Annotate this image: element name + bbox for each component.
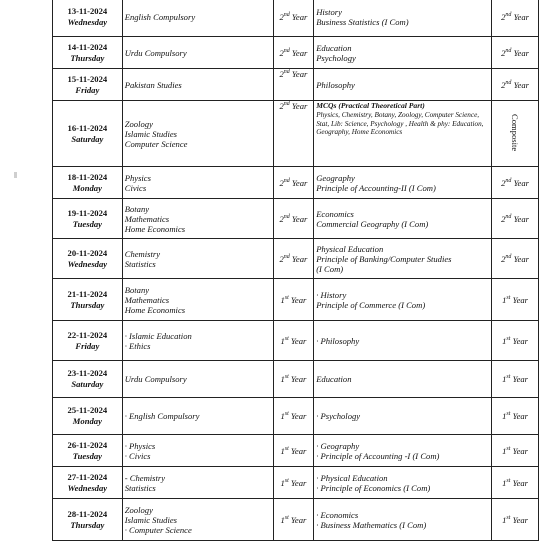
year-number: 1 bbox=[280, 514, 285, 525]
subjects-cell bbox=[122, 499, 273, 541]
exam-date: 13-11-2024 bbox=[67, 5, 108, 16]
year-number: 2 bbox=[279, 69, 284, 79]
year-word: Year bbox=[290, 374, 307, 384]
schedule-row bbox=[53, 361, 539, 398]
mcq-title: MCQs (Practical Theoretical Part) bbox=[316, 101, 425, 110]
exam-date: 20-11-2024 bbox=[67, 247, 108, 258]
date-cell bbox=[53, 101, 123, 167]
year-number-2: 1 bbox=[502, 294, 507, 305]
year-word-2: Year bbox=[513, 11, 530, 22]
date-cell bbox=[53, 167, 123, 199]
subject-name-2: · Economics bbox=[316, 509, 359, 520]
exam-schedule-table bbox=[52, 0, 539, 541]
year-word: Year bbox=[290, 514, 307, 525]
exam-day: Tuesday bbox=[72, 450, 102, 461]
date-cell bbox=[53, 199, 123, 239]
year-cell-2 bbox=[492, 167, 539, 199]
subject-name-2: Psychology bbox=[316, 52, 356, 63]
subject-name-2: Philosophy bbox=[316, 79, 355, 90]
date-cell bbox=[53, 279, 123, 321]
subject-name-2: · Principle of Economics (I Com) bbox=[316, 482, 431, 493]
year-cell-2 bbox=[492, 0, 539, 37]
subject-name: Computer Science bbox=[124, 138, 188, 149]
year-cell-2 bbox=[492, 467, 539, 499]
exam-day: Thursday bbox=[70, 52, 105, 63]
year-suffix-2: st bbox=[506, 294, 511, 301]
year-word: Year bbox=[291, 47, 308, 58]
exam-date: 25-11-2024 bbox=[67, 405, 108, 415]
subject-name: Statistics bbox=[124, 258, 156, 269]
year-number: 1 bbox=[280, 445, 285, 456]
subject-name-2: Education bbox=[316, 42, 352, 53]
subject-name: · Physics bbox=[124, 440, 156, 451]
year-number: 1 bbox=[280, 374, 285, 384]
subjects-cell-2 bbox=[314, 321, 492, 361]
year-cell bbox=[273, 199, 314, 239]
subject-name: Botany bbox=[124, 203, 150, 214]
year-cell-2 bbox=[492, 321, 539, 361]
subjects-cell-2 bbox=[314, 361, 492, 398]
exam-date: 19-11-2024 bbox=[67, 207, 108, 218]
year-suffix: st bbox=[284, 294, 289, 301]
exam-day: Thursday bbox=[70, 519, 105, 530]
subject-name-2: · Business Mathematics (I Com) bbox=[316, 519, 427, 530]
date-cell bbox=[53, 69, 123, 101]
year-number: 1 bbox=[280, 411, 285, 421]
subjects-cell bbox=[122, 435, 273, 467]
date-cell bbox=[53, 37, 123, 69]
year-word: Year bbox=[291, 11, 308, 22]
year-word-2: Year bbox=[512, 445, 529, 456]
year-cell bbox=[273, 167, 314, 199]
date-cell bbox=[53, 361, 123, 398]
year-number: 1 bbox=[280, 335, 285, 346]
schedule-row bbox=[53, 239, 539, 279]
year-suffix-2: nd bbox=[505, 253, 512, 260]
year-word-2: Year bbox=[513, 47, 530, 58]
exam-date: 14-11-2024 bbox=[67, 41, 108, 52]
subject-name: Islamic Studies bbox=[124, 128, 177, 139]
year-cell bbox=[273, 239, 314, 279]
year-cell bbox=[273, 37, 314, 69]
year-word-2: Year bbox=[513, 213, 530, 224]
year-suffix-2: nd bbox=[505, 177, 512, 184]
year-suffix-2: st bbox=[506, 374, 511, 381]
year-number-2: 1 bbox=[502, 374, 507, 384]
exam-date: 26-11-2024 bbox=[67, 439, 108, 450]
subject-name: Botany bbox=[124, 284, 150, 295]
year-suffix-2: st bbox=[506, 477, 511, 484]
exam-day: Saturday bbox=[71, 379, 104, 389]
subjects-cell-2 bbox=[314, 37, 492, 69]
year-suffix-2: nd bbox=[505, 79, 512, 86]
subjects-cell-2 bbox=[314, 167, 492, 199]
year-suffix: nd bbox=[283, 101, 290, 108]
schedule-row bbox=[53, 321, 539, 361]
subject-name-2: Geography bbox=[316, 172, 355, 183]
composite-label: Composite bbox=[510, 113, 521, 152]
year-cell-2 bbox=[492, 69, 539, 101]
exam-date: 27-11-2024 bbox=[67, 471, 108, 482]
subjects-cell bbox=[122, 361, 273, 398]
exam-date: 21-11-2024 bbox=[67, 288, 108, 299]
subject-name: Mathematics bbox=[124, 213, 170, 224]
year-number-2: 1 bbox=[502, 514, 507, 525]
subject-name: Civics bbox=[124, 182, 147, 193]
scan-mark bbox=[14, 172, 17, 178]
year-suffix: nd bbox=[283, 47, 290, 54]
subject-name: Urdu Compulsory bbox=[124, 47, 187, 58]
subjects-cell-2 bbox=[314, 398, 492, 435]
date-cell bbox=[53, 321, 123, 361]
year-cell bbox=[273, 435, 314, 467]
year-word-2: Year bbox=[512, 335, 529, 346]
subject-name-2: · Principle of Accounting -I (I Com) bbox=[316, 450, 440, 461]
exam-day: Friday bbox=[75, 84, 100, 95]
subject-name: Zoology bbox=[124, 118, 153, 129]
subject-name: · Civics bbox=[124, 450, 151, 461]
exam-day: Thursday bbox=[70, 299, 105, 310]
year-number: 2 bbox=[279, 101, 284, 111]
subject-name-2: Physical Education bbox=[316, 243, 384, 254]
subjects-cell bbox=[122, 239, 273, 279]
subject-name: Urdu Compulsory bbox=[124, 374, 187, 384]
schedule-row bbox=[53, 435, 539, 467]
year-cell bbox=[273, 101, 314, 167]
year-number: 2 bbox=[279, 213, 284, 224]
exam-date: 28-11-2024 bbox=[67, 508, 108, 519]
year-number-2: 1 bbox=[502, 445, 507, 456]
subjects-cell bbox=[122, 69, 273, 101]
subject-name: Islamic Studies bbox=[124, 514, 177, 525]
year-word-2: Year bbox=[512, 294, 529, 305]
subject-name: · English Compulsory bbox=[124, 411, 200, 421]
subject-name: Chemistry bbox=[124, 248, 161, 259]
year-suffix-2: nd bbox=[505, 213, 512, 220]
exam-schedule-body bbox=[53, 0, 539, 541]
year-cell-2 bbox=[492, 37, 539, 69]
year-cell-2 bbox=[492, 398, 539, 435]
date-cell bbox=[53, 467, 123, 499]
year-cell-2 bbox=[492, 239, 539, 279]
subjects-cell bbox=[122, 167, 273, 199]
year-word-2: Year bbox=[513, 79, 530, 90]
year-cell bbox=[273, 361, 314, 398]
year-suffix-2: nd bbox=[505, 11, 512, 18]
subject-name: English Compulsory bbox=[124, 11, 196, 22]
year-number: 1 bbox=[280, 477, 285, 488]
year-cell bbox=[273, 279, 314, 321]
year-number: 2 bbox=[279, 253, 284, 264]
year-suffix-2: st bbox=[506, 411, 511, 418]
year-suffix: nd bbox=[283, 177, 290, 184]
subject-name: Physics bbox=[124, 172, 151, 183]
year-suffix-2: nd bbox=[505, 47, 512, 54]
exam-date: 18-11-2024 bbox=[67, 171, 108, 182]
year-word-2: Year bbox=[512, 514, 529, 525]
year-cell-2 bbox=[492, 361, 539, 398]
year-word: Year bbox=[291, 253, 308, 264]
year-suffix: nd bbox=[283, 213, 290, 220]
year-number: 1 bbox=[280, 294, 285, 305]
subject-name-2: · Psychology bbox=[316, 411, 361, 421]
subjects-cell bbox=[122, 279, 273, 321]
schedule-row bbox=[53, 499, 539, 541]
subject-name: - Chemistry bbox=[124, 472, 166, 483]
year-word: Year bbox=[291, 177, 308, 188]
year-word: Year bbox=[290, 294, 307, 305]
subjects-cell-2 bbox=[314, 467, 492, 499]
subject-name: · Islamic Education bbox=[124, 330, 192, 341]
schedule-row bbox=[53, 398, 539, 435]
subject-name-2: Principle of Commerce (I Com) bbox=[316, 299, 426, 310]
year-cell-2 bbox=[492, 279, 539, 321]
year-number-2: 1 bbox=[502, 477, 507, 488]
year-word-2: Year bbox=[512, 477, 529, 488]
exam-day: Tuesday bbox=[72, 218, 102, 229]
year-cell bbox=[273, 0, 314, 37]
subject-name-2: Economics bbox=[316, 208, 354, 219]
subject-name-2: · Physical Education bbox=[316, 472, 388, 483]
subject-name-2: · Philosophy bbox=[316, 335, 360, 346]
year-number-2: 2 bbox=[501, 253, 506, 264]
subjects-cell-2 bbox=[314, 435, 492, 467]
subjects-cell-2 bbox=[314, 199, 492, 239]
exam-day: Monday bbox=[72, 416, 102, 426]
year-word-2: Year bbox=[512, 411, 529, 421]
subjects-cell-2 bbox=[314, 499, 492, 541]
year-suffix: st bbox=[284, 477, 289, 484]
year-word: Year bbox=[291, 101, 308, 111]
year-suffix: st bbox=[284, 514, 289, 521]
subjects-cell-2 bbox=[314, 69, 492, 101]
date-cell bbox=[53, 398, 123, 435]
subject-name: · Computer Science bbox=[124, 524, 192, 535]
year-word: Year bbox=[290, 445, 307, 456]
year-suffix: nd bbox=[283, 11, 290, 18]
date-cell bbox=[53, 239, 123, 279]
subject-name: Mathematics bbox=[124, 294, 170, 305]
subject-name-2: · Geography bbox=[316, 440, 360, 451]
year-word: Year bbox=[290, 335, 307, 346]
year-word: Year bbox=[291, 213, 308, 224]
subject-name-2: Commercial Geography (I Com) bbox=[316, 218, 429, 229]
year-suffix-2: st bbox=[506, 514, 511, 521]
subjects-cell-2 bbox=[314, 279, 492, 321]
exam-day: Wednesday bbox=[67, 16, 108, 27]
year-cell bbox=[273, 69, 314, 101]
subject-name: Home Economics bbox=[124, 304, 186, 315]
subjects-cell-2 bbox=[314, 0, 492, 37]
schedule-row bbox=[53, 199, 539, 239]
subject-name-2: Principle of Banking/Computer Studies bbox=[316, 253, 452, 264]
date-cell bbox=[53, 435, 123, 467]
year-word: Year bbox=[290, 411, 307, 421]
year-suffix: nd bbox=[283, 69, 290, 76]
year-suffix: st bbox=[284, 374, 289, 381]
exam-day: Friday bbox=[75, 340, 100, 351]
year-cell bbox=[273, 398, 314, 435]
subjects-cell bbox=[122, 398, 273, 435]
year-number: 2 bbox=[279, 177, 284, 188]
schedule-row bbox=[53, 0, 539, 37]
subjects-cell bbox=[122, 37, 273, 69]
year-number-2: 1 bbox=[502, 411, 507, 421]
year-number-2: 1 bbox=[502, 335, 507, 346]
subject-name-2: (I Com) bbox=[316, 263, 344, 274]
subjects-cell bbox=[122, 321, 273, 361]
year-suffix: nd bbox=[283, 253, 290, 260]
subject-name-2: Principle of Accounting-II (I Com) bbox=[316, 182, 436, 193]
year-cell bbox=[273, 499, 314, 541]
year-cell-2 bbox=[492, 499, 539, 541]
subject-name-2: · History bbox=[316, 289, 347, 300]
year-suffix-2: st bbox=[506, 335, 511, 342]
exam-day: Monday bbox=[72, 182, 102, 193]
exam-date: 23-11-2024 bbox=[67, 368, 108, 378]
year-cell bbox=[273, 321, 314, 361]
schedule-row bbox=[53, 279, 539, 321]
year-number-2: 2 bbox=[501, 213, 506, 224]
subject-name: Statistics bbox=[124, 482, 156, 493]
subjects-cell bbox=[122, 199, 273, 239]
exam-date: 15-11-2024 bbox=[67, 73, 108, 84]
exam-day: Wednesday bbox=[67, 258, 108, 269]
year-suffix-2: st bbox=[506, 445, 511, 452]
year-number-2: 2 bbox=[501, 79, 506, 90]
subjects-cell-2 bbox=[314, 239, 492, 279]
year-suffix: st bbox=[284, 411, 289, 418]
schedule-row bbox=[53, 467, 539, 499]
year-number: 2 bbox=[279, 47, 284, 58]
schedule-row bbox=[53, 101, 539, 167]
exam-day: Wednesday bbox=[67, 482, 108, 493]
schedule-row bbox=[53, 69, 539, 101]
year-cell-2 bbox=[492, 435, 539, 467]
exam-date: 16-11-2024 bbox=[67, 122, 108, 133]
year-cell-2 bbox=[492, 101, 539, 167]
year-word-2: Year bbox=[513, 253, 530, 264]
subject-name: Zoology bbox=[124, 504, 153, 515]
subject-name-2: Business Statistics (I Com) bbox=[316, 16, 409, 27]
year-word: Year bbox=[290, 477, 307, 488]
year-word-2: Year bbox=[512, 374, 529, 384]
year-number: 2 bbox=[279, 11, 284, 22]
subjects-cell-2 bbox=[314, 101, 492, 167]
subject-name: Pakistan Studies bbox=[124, 79, 182, 90]
year-word-2: Year bbox=[513, 177, 530, 188]
mcq-subjects: Physics, Chemistry, Botany, Zoology, Computer Science, Stat, Lib: Science, Psychology , Health & phy: Education, Geography, Home Economics bbox=[316, 111, 484, 137]
year-number-2: 2 bbox=[501, 11, 506, 22]
subjects-cell bbox=[122, 467, 273, 499]
year-number-2: 2 bbox=[501, 47, 506, 58]
year-cell-2 bbox=[492, 199, 539, 239]
year-suffix: st bbox=[284, 445, 289, 452]
subject-name: · Ethics bbox=[124, 340, 151, 351]
schedule-row bbox=[53, 167, 539, 199]
subjects-cell bbox=[122, 101, 273, 167]
subjects-cell bbox=[122, 0, 273, 37]
date-cell bbox=[53, 0, 123, 37]
date-cell bbox=[53, 499, 123, 541]
exam-day: Saturday bbox=[71, 133, 104, 144]
schedule-row bbox=[53, 37, 539, 69]
year-suffix: st bbox=[284, 335, 289, 342]
year-cell bbox=[273, 467, 314, 499]
exam-date: 22-11-2024 bbox=[67, 329, 108, 340]
subject-name-2: Education bbox=[316, 374, 352, 384]
subject-name: Home Economics bbox=[124, 223, 186, 234]
year-word: Year bbox=[291, 69, 308, 79]
year-number-2: 2 bbox=[501, 177, 506, 188]
subject-name-2: History bbox=[316, 6, 342, 17]
